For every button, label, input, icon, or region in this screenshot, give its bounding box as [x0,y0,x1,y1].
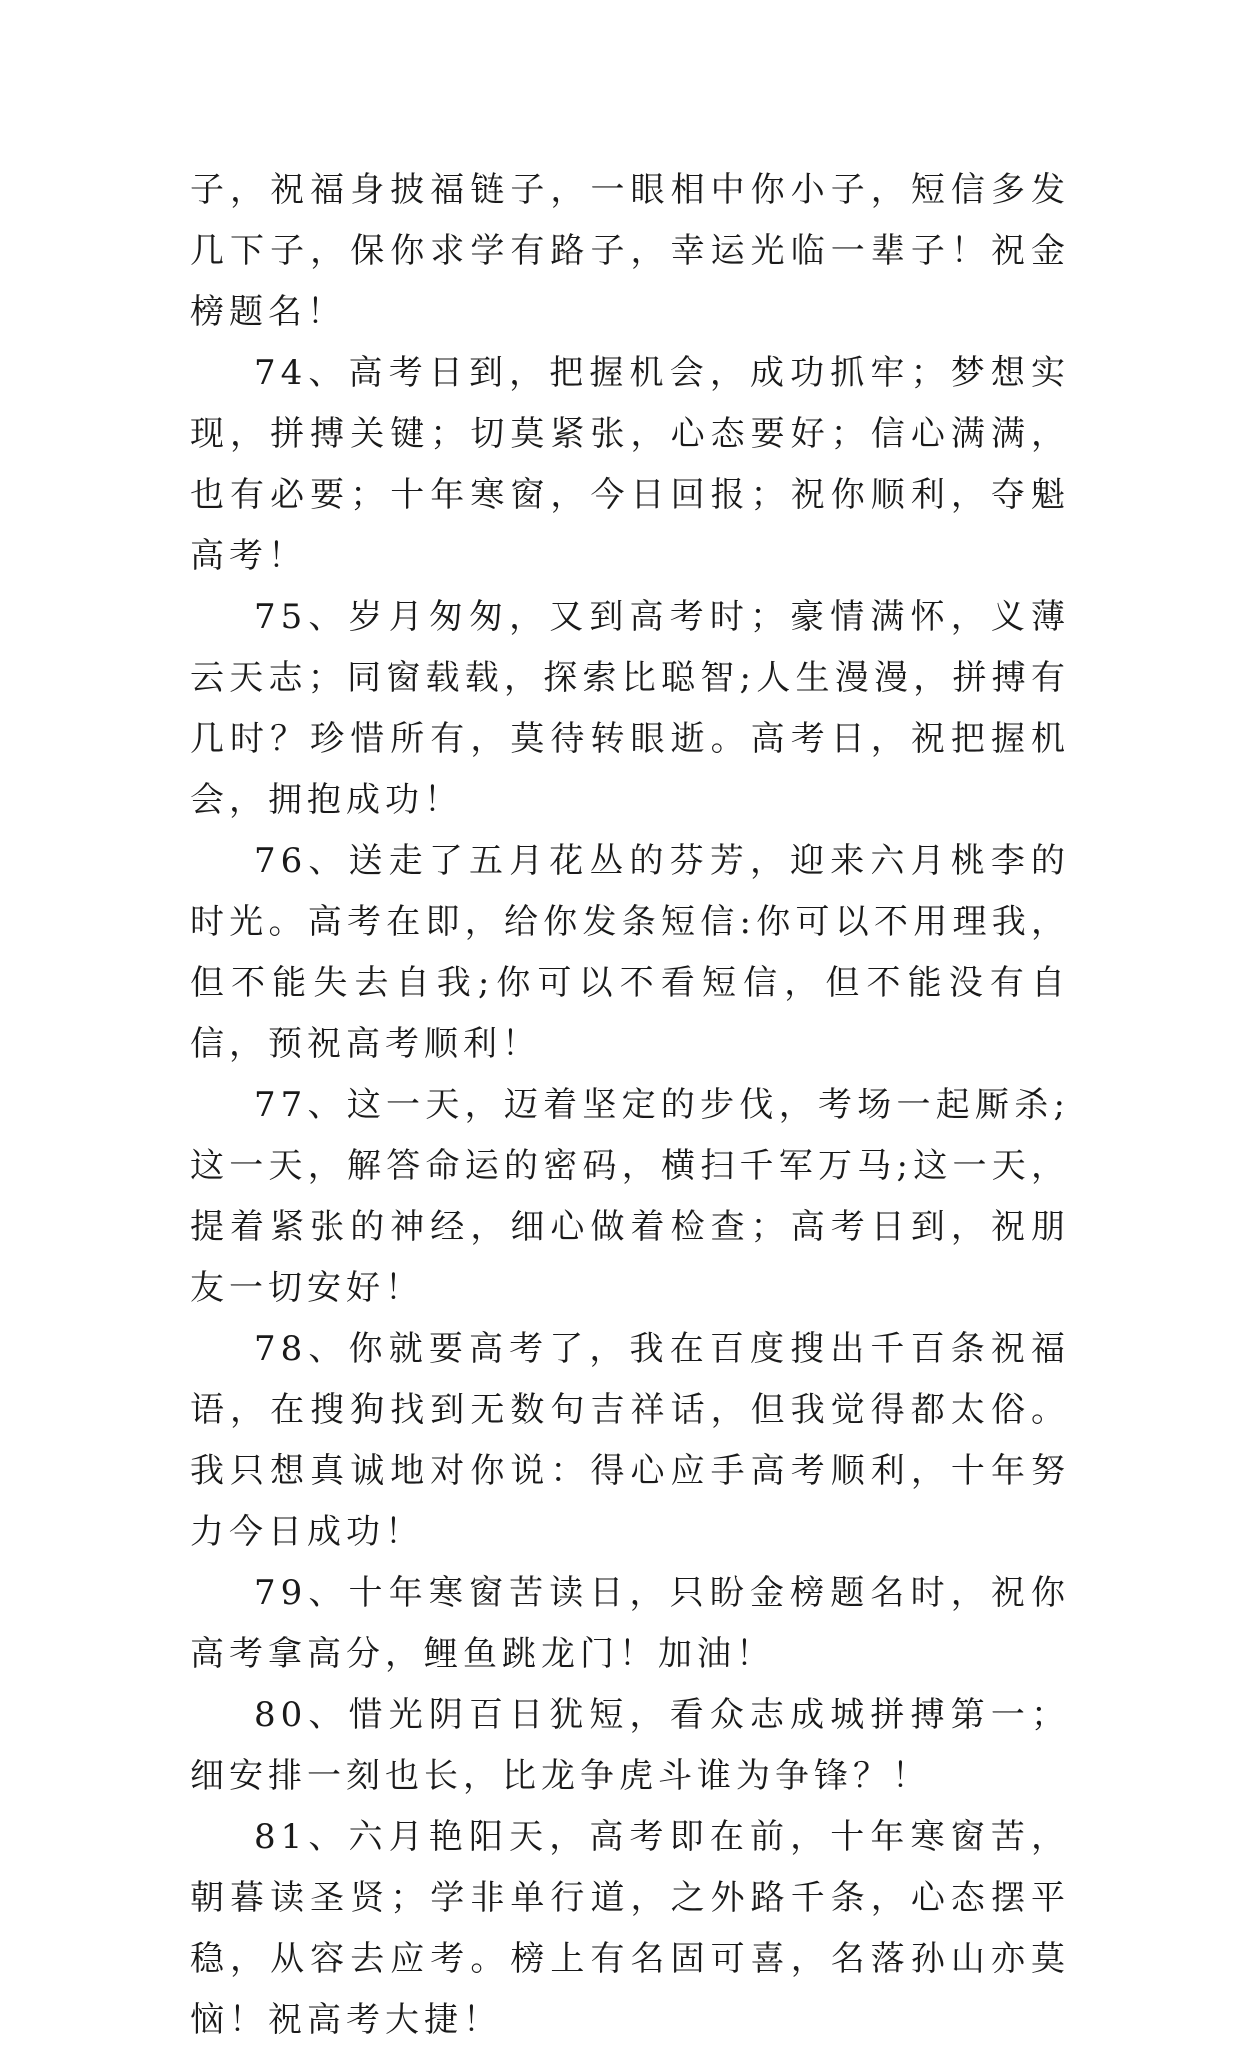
paragraph-74: 74、高考日到，把握机会，成功抓牢；梦想实现，拼搏关键；切莫紧张，心态要好；信心满满，也有必要；十年寒窗，今日回报；祝你顺利，夺魁高考！ [190,353,1070,576]
document-body [190,160,1070,2051]
paragraph-75: 75、岁月匆匆，又到高考时；豪情满怀，义薄云天志；同窗载载，探索比聪智;人生漫漫，拼搏有几时？珍惜所有，莫待转眼逝。高考日，祝把握机会，拥抱成功！ [190,597,1070,820]
paragraph-78: 78、你就要高考了，我在百度搜出千百条祝福语，在搜狗找到无数句吉祥话，但我觉得都太俗。我只想真诚地对你说：得心应手高考顺利，十年努力今日成功！ [190,1329,1070,1552]
paragraph-80: 80、惜光阴百日犹短，看众志成城拼搏第一；细安排一刻也长，比龙争虎斗谁为争锋？！ [190,1695,1070,1796]
paragraph-77: 77、这一天，迈着坚定的步伐，考场一起厮杀;这一天，解答命运的密码，横扫千军万马;这一天，提着紧张的神经，细心做着检查；高考日到，祝朋友一切安好！ [190,1085,1070,1308]
paragraph-continued: 子，祝福身披福链子，一眼相中你小子，短信多发几下子，保你求学有路子，幸运光临一辈子！祝金榜题名！ [190,170,1070,332]
paragraph-81: 81、六月艳阳天，高考即在前，十年寒窗苦，朝暮读圣贤；学非单行道，之外路千条，心态摆平稳，从容去应考。榜上有名固可喜，名落孙山亦莫恼！祝高考大捷！ [190,1817,1070,2040]
paragraph-76: 76、送走了五月花丛的芬芳，迎来六月桃李的时光。高考在即，给你发条短信:你可以不用理我，但不能失去自我;你可以不看短信，但不能没有自信，预祝高考顺利！ [190,841,1070,1064]
paragraph-79: 79、十年寒窗苦读日，只盼金榜题名时，祝你高考拿高分，鲤鱼跳龙门！加油！ [190,1573,1070,1674]
